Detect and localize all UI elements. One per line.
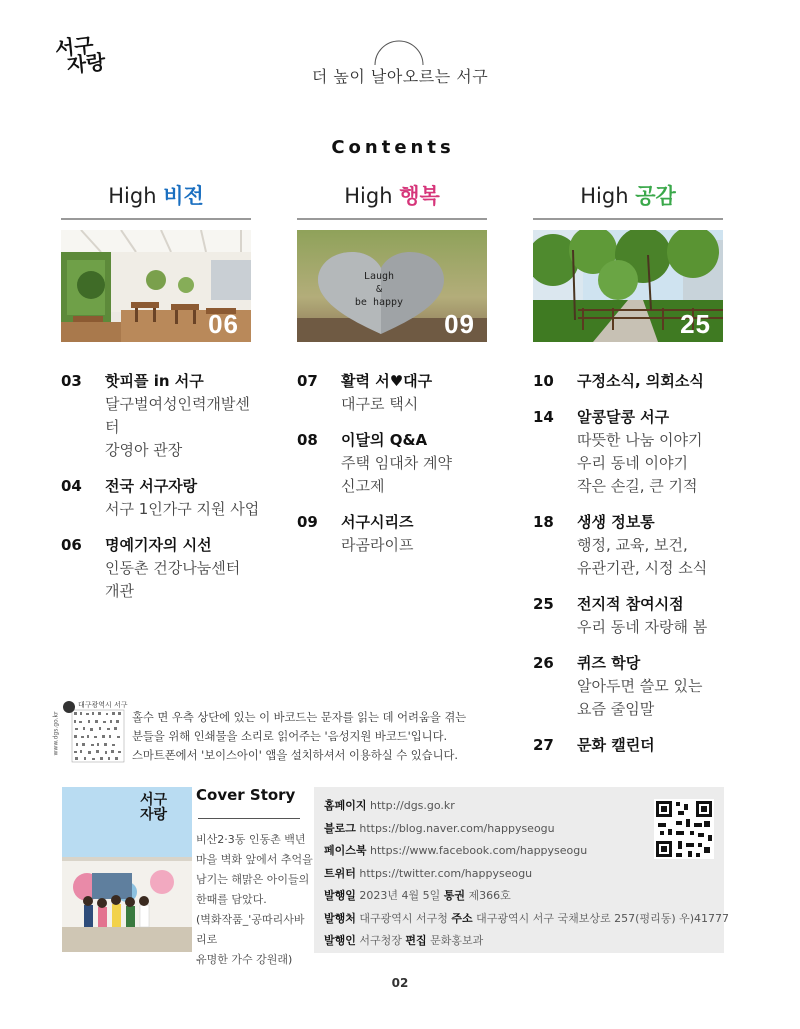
heading-word: 행복 <box>399 184 440 208</box>
cover-magazine-title: 서구자랑 <box>140 792 168 823</box>
entry-title: 전국 서구자랑 <box>105 477 198 495</box>
entry-title: 퀴즈 학당 <box>577 654 641 672</box>
entry-page: 08 <box>297 431 318 449</box>
toc-entry[interactable] <box>533 511 733 580</box>
entry-line: 요즘 줄임말 <box>577 700 655 718</box>
column-heading-empathy <box>533 180 723 210</box>
note-line: 분들을 위해 인쇄물을 소리로 읽어주는 '음성지원 바코드'입니다. <box>132 730 448 743</box>
heading-word: 공감 <box>635 184 676 208</box>
note-line: 홀수 면 우측 상단에 있는 이 바코드는 문자를 읽는 데 어려움을 겪는 <box>132 711 467 724</box>
page-number: 02 <box>391 976 409 990</box>
column-heading-happiness <box>297 180 487 210</box>
park-path-photo <box>533 230 723 342</box>
entry-line: 대구로 택시 <box>341 395 419 413</box>
entry-page: 27 <box>533 736 554 754</box>
entry-line: 신고제 <box>341 477 385 495</box>
qr-code[interactable] <box>654 799 714 859</box>
heart-text: Laugh & be happy <box>354 271 404 308</box>
voice-barcode[interactable] <box>52 700 128 764</box>
entry-title: 이달의 Q&A <box>341 431 428 449</box>
cover-story-title: Cover Story <box>196 786 296 804</box>
tagline: 더 높이 날아오르는 서구 <box>311 67 489 86</box>
entry-page: 18 <box>533 513 554 531</box>
entry-line: 우리 동네 이야기 <box>577 454 688 472</box>
toc-entry[interactable] <box>297 370 497 416</box>
entry-line: 주택 임대차 계약 <box>341 454 452 472</box>
logo-line-2: 자랑 <box>65 49 107 78</box>
publish-date-line: 발행일 2023년 4월 5일 통권 제366호 <box>324 889 511 902</box>
entry-line: 개관 <box>105 582 134 600</box>
entry-title: 명예기자의 시선 <box>105 536 212 554</box>
heading-prefix: High <box>344 184 393 208</box>
contents-title: Contents <box>331 137 455 158</box>
entry-page: 04 <box>61 477 82 495</box>
photo-page-number: 06 <box>208 309 239 339</box>
entry-title: 생생 정보통 <box>577 513 655 531</box>
entry-page: 26 <box>533 654 554 672</box>
toc-entry[interactable] <box>297 429 497 498</box>
vision-entries <box>61 370 261 603</box>
cover-thumbnail <box>62 787 192 952</box>
twitter-line[interactable]: 트위터 https://twitter.com/happyseogu <box>324 866 533 880</box>
entry-line: 우리 동네 자랑해 봄 <box>577 618 708 636</box>
toc-entry[interactable] <box>61 370 261 462</box>
toc-entry[interactable] <box>61 475 261 521</box>
entry-line: 강영아 관장 <box>105 441 183 459</box>
logo-line-1: 서구 <box>53 32 95 61</box>
toc-entry[interactable] <box>533 406 733 498</box>
barcode-side-text: www.dgs.go.kr <box>52 711 60 756</box>
toc-entry[interactable] <box>533 593 733 639</box>
stone-heart-photo <box>297 230 487 342</box>
issuer-line: 발행인 서구청장 편집 문화홍보과 <box>324 934 484 947</box>
entry-title: 구정소식, 의회소식 <box>577 372 704 390</box>
column-divider <box>61 218 251 220</box>
entry-page: 25 <box>533 595 554 613</box>
note-line: 스마트폰에서 '보이스아이' 앱을 설치하셔서 이용하실 수 있습니다. <box>132 749 458 762</box>
toc-entry[interactable] <box>61 534 261 603</box>
seogu-jarang-logo <box>54 32 128 79</box>
column-divider <box>533 218 723 220</box>
toc-entry[interactable] <box>533 734 733 757</box>
entry-line: 라곰라이프 <box>341 536 414 554</box>
empathy-entries <box>533 370 733 757</box>
entry-title: 문화 캘린더 <box>577 736 655 754</box>
entry-line: 따뜻한 나눔 이야기 <box>577 431 703 449</box>
entry-line: 행정, 교육, 보건, <box>577 536 688 554</box>
entry-line: 유관기관, 시정 소식 <box>577 559 708 577</box>
heading-word: 비전 <box>163 184 204 208</box>
column-heading-vision <box>61 180 251 210</box>
entry-line: 서구 1인가구 지원 사업 <box>105 500 260 518</box>
facebook-line[interactable]: 페이스북 https://www.facebook.com/happyseogu <box>324 844 588 857</box>
entry-line: 달구벌여성인력개발센터 <box>105 395 250 436</box>
entry-page: 14 <box>533 408 554 426</box>
entry-line: 작은 손길, 큰 기적 <box>577 477 698 495</box>
barcode-note <box>132 708 472 765</box>
column-divider <box>297 218 487 220</box>
entry-line: 인동촌 건강나눔센터 <box>105 559 241 577</box>
cafe-interior-photo <box>61 230 251 342</box>
photo-page-number: 09 <box>444 309 475 339</box>
heading-prefix: High <box>108 184 157 208</box>
entry-page: 10 <box>533 372 554 390</box>
toc-entry[interactable] <box>533 370 733 393</box>
homepage-line[interactable]: 홈페이지 http://dgs.go.kr <box>324 799 455 812</box>
entry-line: 알아두면 쓸모 있는 <box>577 677 703 695</box>
entry-title: 서구시리즈 <box>341 513 414 531</box>
entry-title: 전지적 참여시점 <box>577 595 684 613</box>
entry-title: 알콩달콩 서구 <box>577 408 670 426</box>
publication-info-box <box>314 787 730 953</box>
photo-page-number: 25 <box>680 309 711 339</box>
heading-prefix: High <box>580 184 629 208</box>
blog-line[interactable]: 블로그 https://blog.naver.com/happyseogu <box>324 821 555 835</box>
tagline-arc-decoration <box>373 36 425 66</box>
barcode-label: 대구광역시 서구 <box>78 701 128 709</box>
cover-caption: 비산2·3동 인동촌 백년 마을 벽화 앞에서 추억을 남기는 해맑은 아이들의 한때를 담았다. (벽화작품_'공따리사바리로 유명한 가수 강원래) <box>196 833 313 966</box>
entry-page: 09 <box>297 513 318 531</box>
toc-entry[interactable] <box>533 652 733 721</box>
entry-page: 07 <box>297 372 318 390</box>
cover-divider <box>198 818 300 819</box>
entry-page: 03 <box>61 372 82 390</box>
happiness-entries <box>297 370 497 557</box>
toc-entry[interactable] <box>297 511 497 557</box>
publisher-line: 발행처 대구광역시 서구청 주소 대구광역시 서구 국채보상로 257(평리동) 우)41777 <box>324 911 730 925</box>
entry-title: 활력 서♥대구 <box>341 372 433 390</box>
entry-title: 핫피플 in 서구 <box>105 372 204 390</box>
entry-page: 06 <box>61 536 82 554</box>
